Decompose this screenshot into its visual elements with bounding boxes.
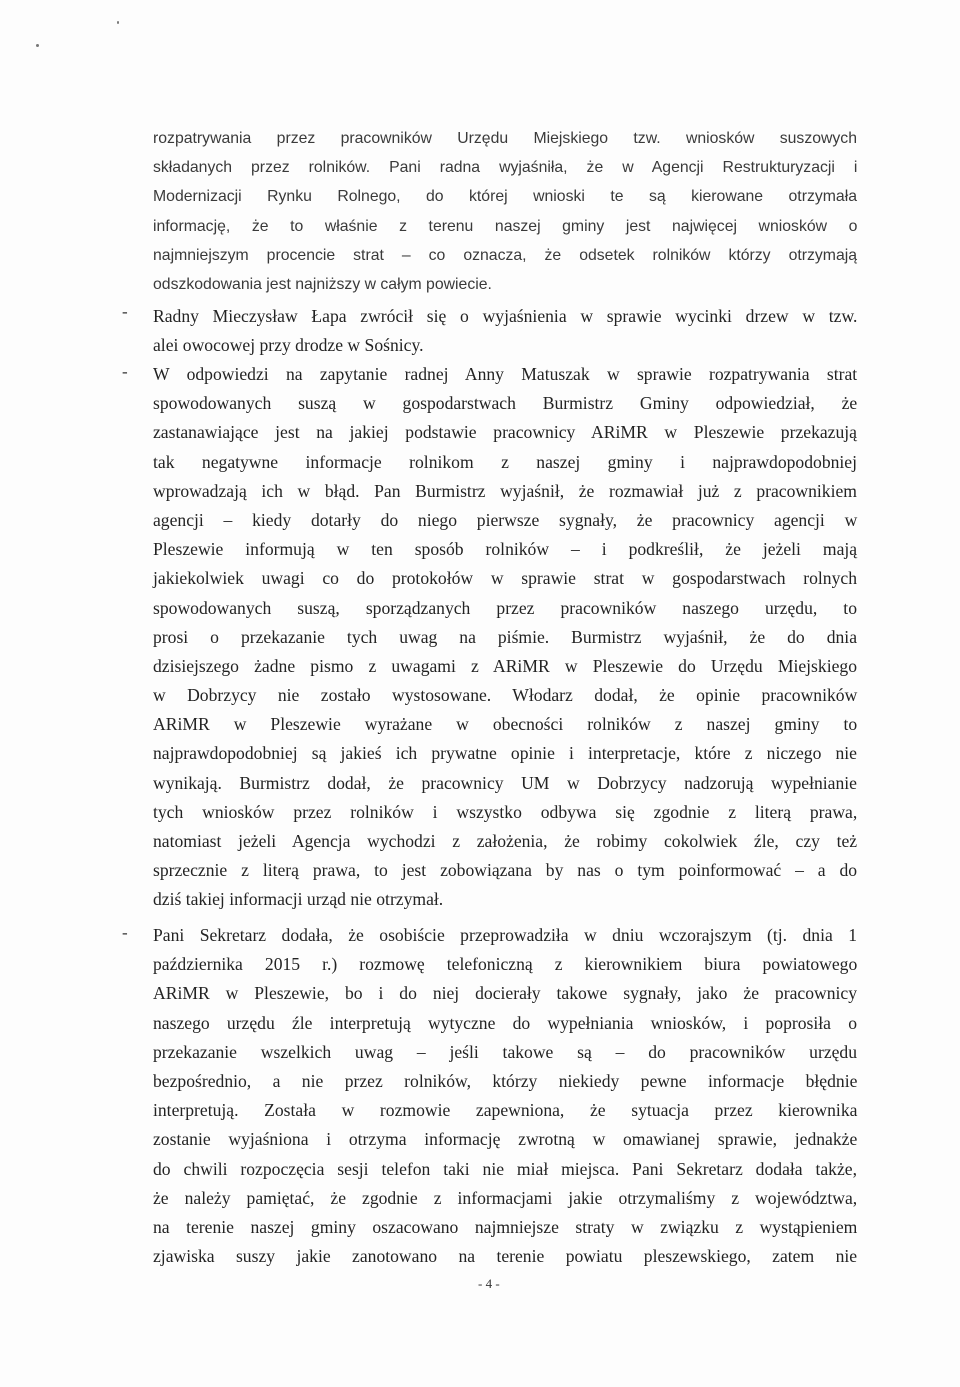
text-line: najprawdopodobniej są jakieś ich prywatne opinie i interpretacje, które z niczego nie <box>153 743 857 764</box>
text-line: zostanie wyjaśniona i otrzyma informację zwrotną w omawianej sprawie, jednakże <box>153 1129 858 1150</box>
text-line: na terenie naszej gminy oszacowano najmniejsze straty w związku z wystąpieniem <box>153 1216 858 1237</box>
text-line: odszkodowania jest najniższy w całym powiecie. <box>153 275 492 293</box>
text-line: października 2015 r.) rozmowę telefoniczną z kierownikiem biura powiatowego <box>153 954 858 975</box>
text-line: jakiekolwiek uwagi co do protokołów w sprawie strat w gospodarstwach rolnych <box>153 568 857 589</box>
text-line: bezpośrednio, a nie przez rolników, którzy niekiedy pewne informacje błędnie <box>153 1070 858 1091</box>
text-line: dziś takiej informacji urząd nie otrzymał. <box>153 889 444 910</box>
bullet-dash: - <box>122 302 128 321</box>
text-line: wprowadzają ich w błąd. Pan Burmistrz wyjaśnił, że rozmawiał już z pracownikiem <box>153 480 857 501</box>
text-line: składanych przez rolników. Pani radna wyjaśniła, że w Agencji Restrukturyzacji i <box>153 159 858 177</box>
text-line: dzisiejszego żadne pismo z uwagami z ARiMR w Pleszewie do Urzędu Miejskiego <box>153 655 857 676</box>
text-line: prosi o przekazanie tych uwag na piśmie. Burmistrz wyjaśnił, że do dnia <box>153 626 857 647</box>
text-line: ARiMR w Pleszewie, bo i do niej docierały takowe sygnały, jako że pracownicy <box>153 983 857 1004</box>
text-line: spowodowanych suszą, sporządzanych przez pracowników naszego urzędu, to <box>153 597 857 618</box>
text-line: interpretują. Została w rozmowie zapewniona, że sytuacja przez kierownika <box>153 1100 858 1121</box>
paragraph-radna-continued <box>153 124 857 299</box>
text-line: zastanawiające jest na jakiej podstawie pracownicy ARiMR w Pleszewie przekazują <box>153 422 857 443</box>
text-line: Pleszewie informują w ten sposób rolników – i podkreślił, że jeżeli mają <box>153 539 858 560</box>
text-line: spowodowanych suszą w gospodarstwach Burmistrz Gminy odpowiedział, że <box>153 393 858 414</box>
bullet-dash: - <box>122 362 128 381</box>
text-line: natomiast jeżeli Agencja wychodzi z założenia, że robimy cokolwiek źle, czy też <box>153 831 858 851</box>
text-line: wynikają. Burmistrz dodał, że pracownicy UM w Dobrzycy nadzorują wypełnianie <box>153 772 857 793</box>
text-line: rozpatrywania przez pracowników Urzędu Miejskiego tzw. wniosków suszowych <box>153 130 857 147</box>
text-line: do chwili rozpoczęcia sesji telefon taki nie miał miejsca. Pani Sekretarz dodała także, <box>153 1158 857 1179</box>
text-line: sprzecznie z literą prawa, to jest zobowiązana by nas o tym poinformować – a do <box>153 860 858 881</box>
text-line: Modernizacji Rynku Rolnego, do której wnioski te są kierowane otrzymała <box>153 188 857 206</box>
text-line: informację, że to właśnie z terenu naszej gminy jest najwięcej wniosków o <box>153 217 858 235</box>
text-line: tak negatywne informacje rolnikom z naszej gminy i najprawdopodobniej <box>153 451 857 472</box>
page-number: - 4 - <box>478 1276 500 1291</box>
text-line: ARiMR w Pleszewie wyrażane w obecności rolników z naszej gminy to <box>153 714 858 735</box>
text-line: naszego urzędu źle interpretują wytyczne do wypełniania wniosków, i poprosiła o <box>153 1012 857 1033</box>
paragraph-radny-lapa <box>153 302 857 360</box>
scan-speck <box>117 21 119 24</box>
text-line: że należy pamiętać, że zgodnie z informacjami jakie otrzymaliśmy z województwa, <box>153 1187 858 1208</box>
scan-speck <box>36 44 39 47</box>
text-line: tych wniosków przez rolników i wszystko odbywa się zgodnie z literą prawa, <box>153 801 858 822</box>
paragraph-burmistrz-response <box>153 360 857 915</box>
text-line: W odpowiedzi na zapytanie radnej Anny Matuszak w sprawie rozpatrywania strat <box>153 364 858 384</box>
text-line: Pani Sekretarz dodała, że osobiście przeprowadziła w dniu wczorajszym (tj. dnia 1 <box>153 925 857 945</box>
text-line: alei owocowej przy drodze w Sośnicy. <box>153 335 424 356</box>
text-line: agencji – kiedy dotarły do niego pierwsze sygnały, że pracownicy agencji w <box>153 509 858 530</box>
text-line: najmniejszym procencie strat – co oznacza, że odsetek rolników którzy otrzymają <box>153 246 858 264</box>
text-line: przekazanie wszelkich uwag – jeśli takowe są – do pracowników urzędu <box>153 1041 858 1062</box>
text-line: w Dobrzycy nie zostało wystosowane. Włodarz dodał, że opinie pracowników <box>153 685 858 706</box>
text-line: zjawiska suszy jakie zanotowano na terenie powiatu pleszewskiego, zatem nie <box>153 1246 858 1267</box>
paragraph-sekretarz <box>153 921 857 1271</box>
bullet-dash: - <box>122 923 128 942</box>
text-line: Radny Mieczysław Łapa zwrócił się o wyjaśnienia w sprawie wycinki drzew w tzw. <box>153 306 858 326</box>
